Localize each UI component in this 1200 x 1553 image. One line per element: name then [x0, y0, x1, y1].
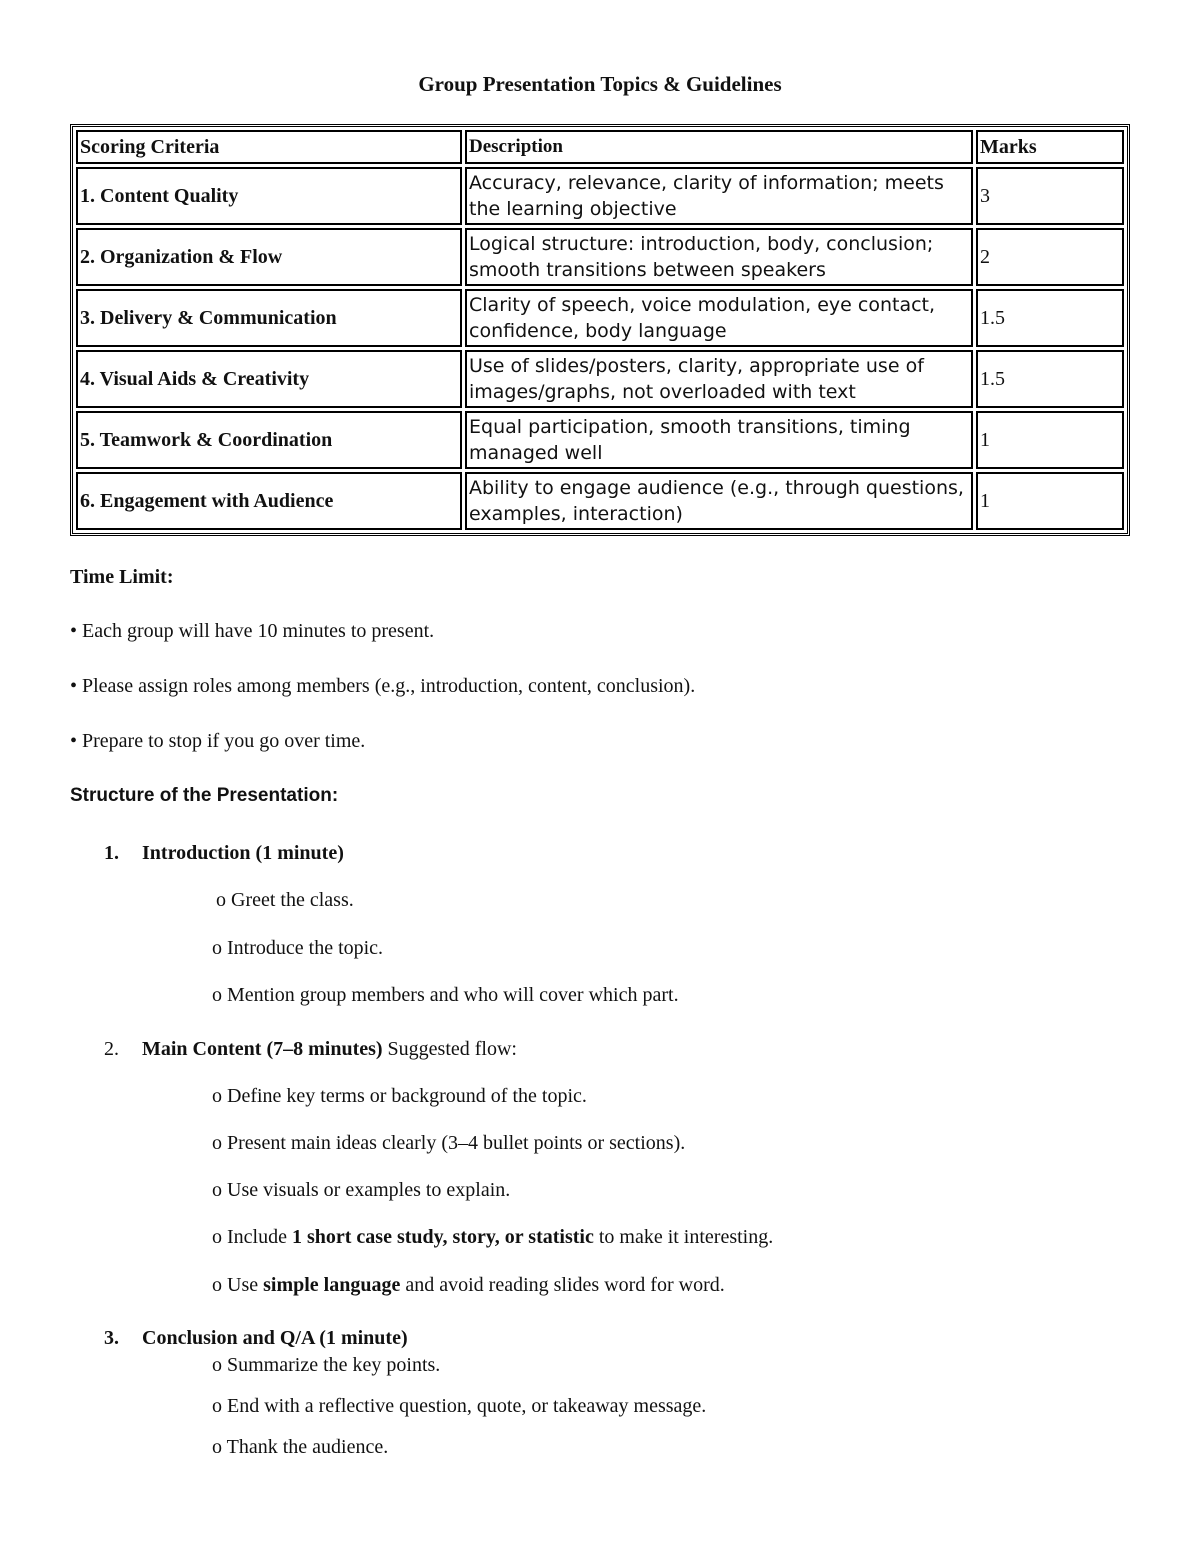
list-item: o End with a reflective question, quote, or takeaway message. — [212, 1395, 707, 1417]
description-line: Use of slides/posters, clarity, appropriate use of — [469, 355, 924, 377]
description-line: Accuracy, relevance, clarity of information; meets — [469, 172, 944, 194]
table-row — [76, 411, 1124, 469]
time-limit-heading: Time Limit: — [70, 566, 174, 588]
table-row — [76, 350, 1124, 408]
main-content-title — [142, 1038, 517, 1061]
marks-cell: 1.5 — [976, 289, 1124, 347]
description-line: smooth transitions between speakers — [469, 259, 826, 281]
criteria-cell: 5. Teamwork & Coordination — [76, 411, 462, 469]
marks-cell: 1 — [976, 411, 1124, 469]
time-limit-bullet: • Each group will have 10 minutes to present. — [70, 620, 435, 642]
list-item: o Define key terms or background of the topic. — [212, 1085, 587, 1107]
list-item: o Use visuals or examples to explain. — [212, 1179, 511, 1201]
description-line: Ability to engage audience (e.g., through questions, — [469, 477, 964, 499]
structure-heading: Structure of the Presentation: — [70, 785, 339, 806]
header-description: Description — [465, 130, 973, 164]
scoring-table — [70, 124, 1130, 536]
page-title: Group Presentation Topics & Guidelines — [418, 72, 782, 96]
description-line: the learning objective — [469, 198, 677, 220]
criteria-cell: 2. Organization & Flow — [76, 228, 462, 286]
list-item: o Mention group members and who will cover which part. — [212, 984, 679, 1006]
criteria-cell: 4. Visual Aids & Creativity — [76, 350, 462, 408]
description-cell — [465, 228, 973, 286]
main-content-title-bold: Main Content (7–8 minutes) — [142, 1038, 383, 1060]
description-line: Equal participation, smooth transitions, timing — [469, 416, 911, 438]
marks-cell: 3 — [976, 167, 1124, 225]
table-header-row — [76, 130, 1124, 164]
description-line: Clarity of speech, voice modulation, eye contact, — [469, 294, 936, 316]
description-cell — [465, 411, 973, 469]
description-line: Logical structure: introduction, body, conclusion; — [469, 233, 934, 255]
header-criteria: Scoring Criteria — [76, 130, 462, 164]
criteria-cell: 1. Content Quality — [76, 167, 462, 225]
item-text: o Use — [212, 1274, 264, 1296]
marks-cell: 1.5 — [976, 350, 1124, 408]
table-row — [76, 472, 1124, 530]
time-limit-bullet: • Please assign roles among members (e.g., introduction, content, conclusion). — [70, 675, 696, 697]
list-item — [212, 1274, 725, 1297]
item-text-bold: simple language — [263, 1274, 401, 1296]
list-item: o Introduce the topic. — [212, 937, 384, 959]
description-line: examples, interaction) — [469, 503, 683, 525]
item-text: and avoid reading slides word for word. — [400, 1274, 725, 1296]
table-row — [76, 289, 1124, 347]
list-number: 3. — [104, 1327, 119, 1349]
list-item: o Thank the audience. — [212, 1436, 389, 1458]
marks-cell: 2 — [976, 228, 1124, 286]
table-row — [76, 228, 1124, 286]
list-item: o Summarize the key points. — [212, 1354, 441, 1376]
description-line: images/graphs, not overloaded with text — [469, 381, 856, 403]
list-item: o Greet the class. — [216, 889, 354, 911]
header-marks: Marks — [976, 130, 1124, 164]
table-row — [76, 167, 1124, 225]
main-content-title-suffix: Suggested flow: — [382, 1038, 517, 1060]
description-line: managed well — [469, 442, 603, 464]
description-cell — [465, 167, 973, 225]
item-text: o Include — [212, 1226, 292, 1248]
list-item: o Present main ideas clearly (3–4 bullet points or sections). — [212, 1132, 686, 1154]
item-text: to make it interesting. — [593, 1226, 774, 1248]
item-text-bold: 1 short case study, story, or statistic — [291, 1226, 594, 1248]
description-cell — [465, 289, 973, 347]
list-number: 2. — [104, 1038, 119, 1060]
list-item — [212, 1226, 773, 1249]
conclusion-title: Conclusion and Q/A (1 minute) — [142, 1327, 408, 1349]
description-line: confidence, body language — [469, 320, 727, 342]
intro-title: Introduction (1 minute) — [142, 842, 344, 864]
criteria-cell: 3. Delivery & Communication — [76, 289, 462, 347]
marks-cell: 1 — [976, 472, 1124, 530]
description-cell — [465, 472, 973, 530]
time-limit-bullet: • Prepare to stop if you go over time. — [70, 730, 366, 752]
description-cell — [465, 350, 973, 408]
criteria-cell: 6. Engagement with Audience — [76, 472, 462, 530]
list-number: 1. — [104, 842, 119, 864]
